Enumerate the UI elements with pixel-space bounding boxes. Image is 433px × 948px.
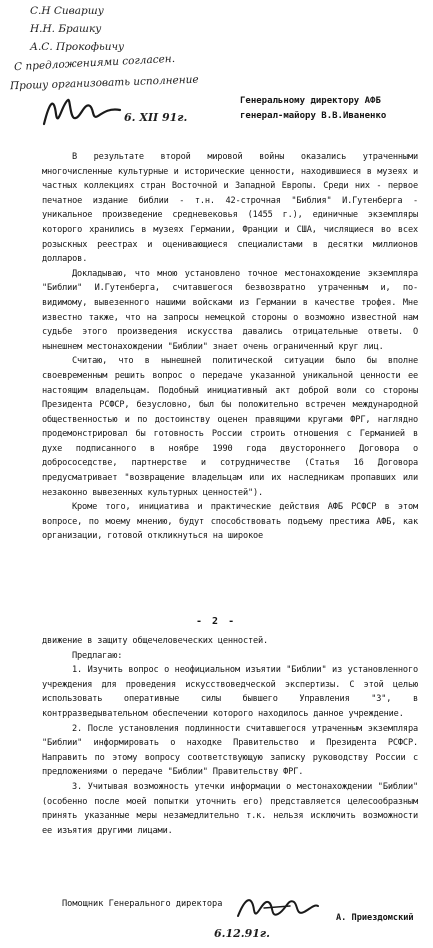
addressee-line-1: Генеральному директору АФБ: [240, 96, 381, 106]
resolution-date: 6. XII 91г.: [124, 111, 188, 124]
page-number: - 2 -: [196, 616, 237, 627]
handwritten-distribution-3: А.С. Прокофьичу: [30, 41, 125, 53]
handwritten-resolution-2: Прошу организовать исполнение: [9, 73, 199, 93]
addressee-line-2: генерал-майору В.В.Иваненко: [240, 111, 387, 121]
handwritten-resolution-1: С предложениями согласен.: [13, 52, 176, 74]
paragraph-3: Считаю, что в нынешней политической ситуации было бы вполне своевременным решить вопрос о передаче указанной уникальной ценности ее настоящим владельцам. Подобный инициативный акт доброй воли со стороны Президента РСФСР, безусловно, был бы положительно встречен международной общественностью и по достоинству оценен правящими кругами ФРГ, наглядно продемонстрировал бы готовность России строить отношения с Германией в духе подписанного в ноябре 1990 года двустороннего Договора о добрососедстве, партнерстве и сотрудничестве (Статья 16 Договора предусматривает "возвращение владельцам или их наследникам пропавших или незаконно вывезенных культурных ценностей").: [42, 356, 418, 498]
signature-label: Помощник Генерального директора: [62, 899, 223, 909]
handwritten-distribution-1: С.Н Сиваршу: [30, 5, 104, 17]
handwritten-distribution-2: Н.Н. Брашку: [30, 23, 102, 35]
resolution-signature-mark: [40, 94, 122, 130]
addressee-block: [240, 94, 430, 124]
signature-date: 6.12.91г.: [214, 927, 270, 940]
proposal-item-1: 1. Изучить вопрос о неофициальном изъятии "Библии" из установленного учреждения для проведения искусствоведческой экспертизы. С этой целью использовать оперативные силы бывшего Управления "З", в контрразведывательном обеспечении которого находилось данное учреждение.: [42, 665, 418, 719]
proposal-heading: Предлагаю:: [72, 650, 123, 661]
proposal-item-2: 2. После установления подлинности считавшегося утраченным экземпляра "Библии" информировать о находке Правительство и Президента РСФСР. Направить по этому вопросу соответствующую записку руководству России с предложениями о передаче "Библии" Правительству ФРГ.: [42, 723, 418, 778]
page1-body: [42, 150, 418, 544]
page2-body: [42, 634, 418, 838]
paragraph-2: Докладываю, что мною установлено точное местонахождение экземпляра "Библии" И.Гутенберга, считавшегося безвозвратно утраченным и, по-видимому, вывезенного нашими войсками из Германии в качестве трофея. Мне известно также, что на запросы немецкой стороны о возможно известной нам судьбе этого произведения искусства давались отрицательные ответы. О нынешнем местонахождении "Библии" знает очень ограниченный круг лиц.: [42, 268, 418, 352]
paragraph-4: Кроме того, инициатива и практические действия АФБ РСФСР в этом вопросе, по моему мнению, будут способствовать подъему престижа АФБ, как организации, готовой откликнуться на широкое: [42, 502, 418, 542]
paragraph-1: В результате второй мировой войны оказались утраченными многочисленные культурные и исторические ценности, находившиеся в музеях и частных коллекциях стран Восточной и Западной Европы. Среди них - первое печатное издание библии - т.н. 42-строчная "Библия" И.Гутенберга - уникальное произведение средневековья (1455 г.), единичные экземпляры которого хранились в музеях Германии, Франции и США, числящиеся во всех розыскных реестрах и оценивающиеся специалистами в десятки миллионов долларов.: [42, 152, 418, 265]
proposal-item-3: 3. Учитывая возможность утечки информации о местонахождении "Библии" (особенно после моей попытки уточнить его) представляется целесообразным принять указанные меры незамедлительно т.к. нельзя исключить возможности ее изъятия другими лицами.: [42, 781, 418, 836]
signature-name: А. Приездомский: [336, 913, 414, 923]
continuation-line: движение в защиту общечеловеческих ценностей.: [42, 636, 269, 646]
author-signature-mark: [234, 892, 320, 926]
